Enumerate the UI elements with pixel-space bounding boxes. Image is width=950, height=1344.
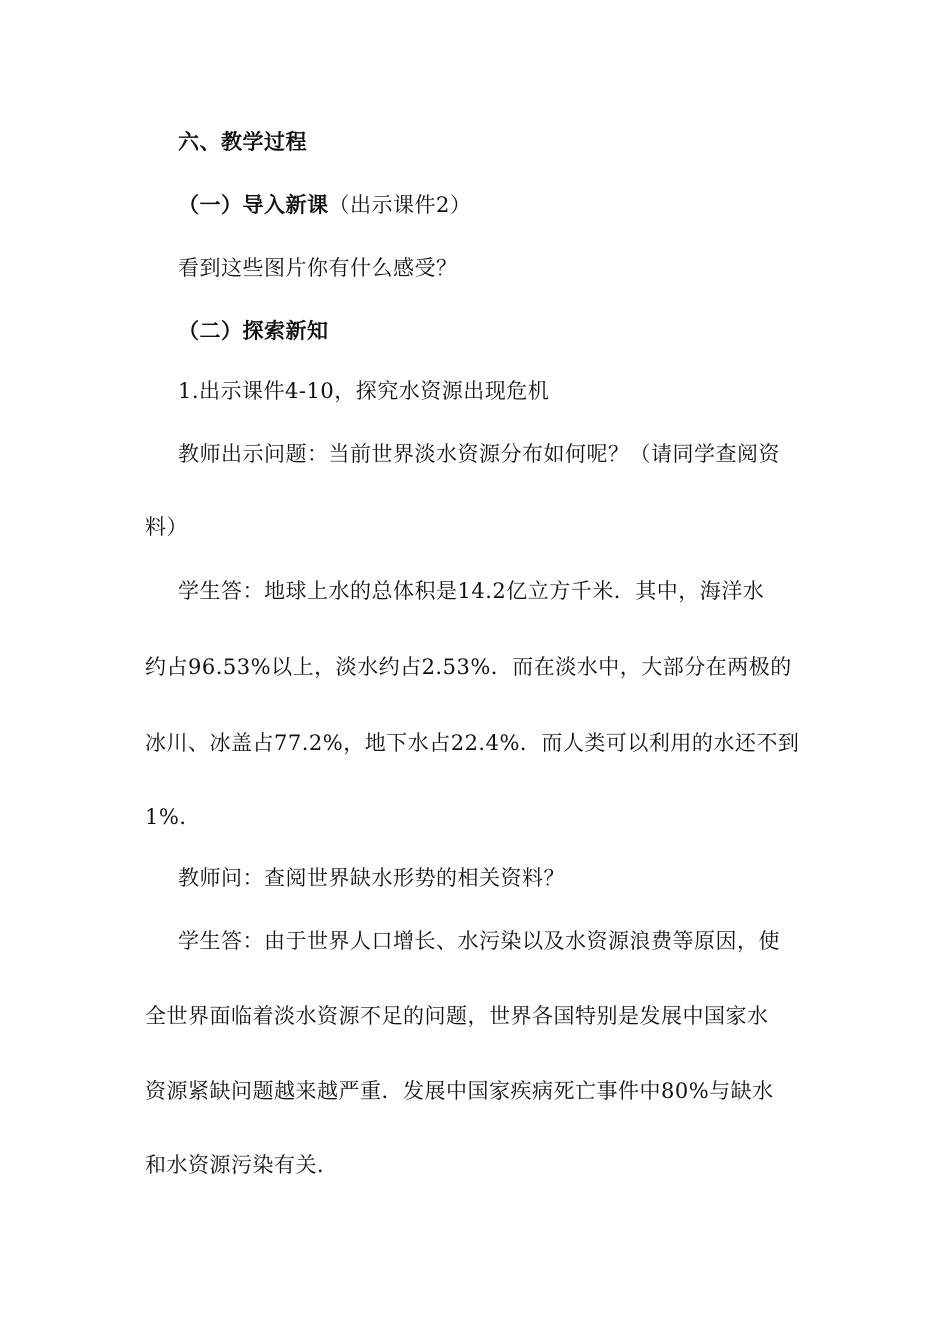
teacher-question-1-line1: 教师出示问题：当前世界淡水资源分布如何呢？（请同学查阅资 bbox=[178, 442, 780, 466]
student-answer-1-line2: 约占96.53%以上，淡水约占2.53%．而在淡水中，大部分在两极的 bbox=[145, 655, 792, 679]
teacher-question-2: 教师问：查阅世界缺水形势的相关资料？ bbox=[178, 866, 565, 890]
student-answer-1-line3: 冰川、冰盖占77.2%，地下水占22.4%．而人类可以利用的水还不到 bbox=[145, 731, 800, 755]
student-answer-1-line4: 1%． bbox=[145, 805, 201, 829]
student-answer-2-line4: 和水资源污染有关． bbox=[145, 1153, 339, 1177]
section-heading: 六、教学过程 bbox=[178, 130, 307, 154]
student-answer-2-line3: 资源紧缺问题越来越严重．发展中国家疾病死亡事件中80%与缺水 bbox=[145, 1079, 774, 1103]
part1-question: 看到这些图片你有什么感受？ bbox=[178, 256, 458, 280]
part1-heading bbox=[178, 190, 848, 220]
student-answer-1-line1: 学生答：地球上水的总体积是14.2亿立方千米．其中，海洋水 bbox=[178, 579, 765, 603]
part2-title: （二）探索新知 bbox=[178, 319, 329, 343]
student-answer-2-line1: 学生答：由于世界人口增长、水污染以及水资源浪费等原因，使 bbox=[178, 929, 780, 953]
item1-text: 1.出示课件4-10，探究水资源出现危机 bbox=[178, 379, 550, 403]
part1-note: （出示课件2） bbox=[328, 193, 472, 217]
student-answer-2-line2: 全世界面临着淡水资源不足的问题，世界各国特别是发展中国家水 bbox=[145, 1004, 769, 1028]
teacher-question-1-line2: 料） bbox=[145, 515, 188, 539]
part1-title: （一）导入新课 bbox=[178, 193, 329, 217]
